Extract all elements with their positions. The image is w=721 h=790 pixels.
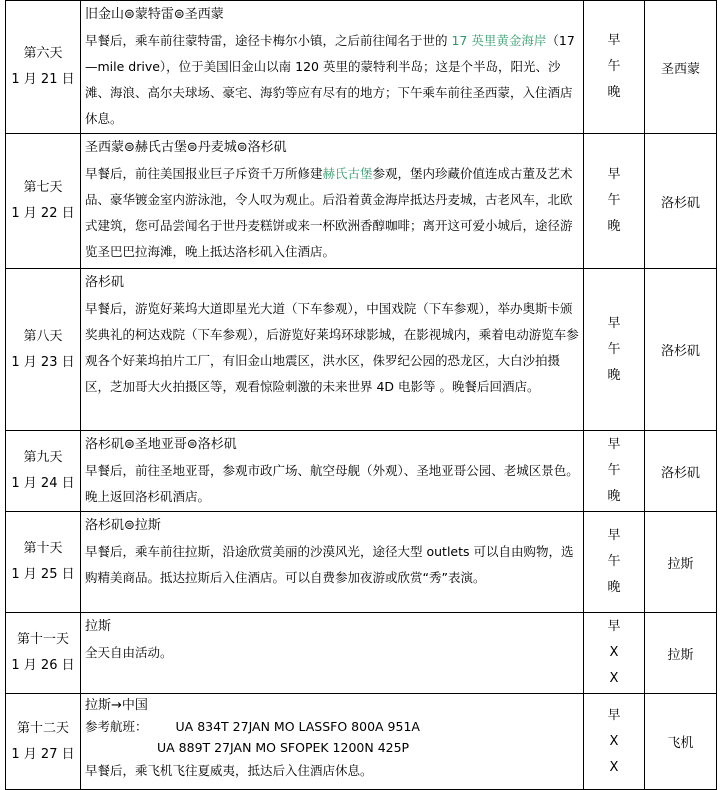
meal-dinner: 晚	[607, 489, 621, 504]
date-label: 1 月 22 日	[11, 206, 75, 221]
description-text: 早餐后，乘车前往蒙特雷，途径卡梅尔小镇，之后前往闻名于世的 17 英里黄金海岸（17—mile drive），位于美国旧金山以南 120 英里的蒙特利半岛；这是个半岛，阳光、沙滩、海浪、高尔夫球场、豪宅、海豹等应有尽有的地方；下午乘车前往圣西蒙，入住酒店休息。	[85, 33, 575, 126]
day-cell	[6, 431, 81, 512]
meal-dinner: 晚	[607, 219, 621, 234]
table-row	[6, 1, 717, 134]
description-cell	[81, 1, 584, 134]
date-label: 1 月 25 日	[11, 567, 75, 582]
hotel-cell: 洛杉矶	[645, 269, 717, 431]
day-cell	[6, 134, 81, 269]
itinerary-table	[5, 0, 717, 790]
meal-dinner: X	[609, 759, 619, 775]
meal-breakfast: 早	[607, 707, 621, 723]
table-row	[6, 512, 717, 613]
meal-lunch: 午	[607, 59, 621, 74]
meal-lunch: X	[609, 645, 619, 660]
route-title: 拉斯→中国	[85, 698, 148, 713]
meal-lunch: 午	[607, 463, 621, 478]
route-title: 拉斯	[85, 619, 112, 634]
day-label: 第十二天	[16, 720, 69, 736]
highlight-text: 赫氏古堡	[322, 166, 373, 181]
meal-dinner: 晚	[607, 85, 621, 100]
description-cell	[81, 431, 584, 512]
flight-number-2: UA 889T 27JAN MO SFOPEK 1200N 425P	[157, 740, 410, 755]
table-row	[6, 694, 717, 790]
route-title: 洛杉矶⊜拉斯	[85, 518, 161, 533]
date-label: 1 月 21 日	[11, 72, 75, 87]
day-cell	[6, 613, 81, 694]
description-cell	[81, 694, 584, 790]
hotel-cell: 拉斯	[645, 512, 717, 613]
date-label: 1 月 24 日	[11, 476, 75, 491]
description-cell	[81, 512, 584, 613]
flight-label: 参考航班：	[85, 719, 148, 734]
day-cell	[6, 1, 81, 134]
hotel-cell: 洛杉矶	[645, 134, 717, 269]
description-text: 早餐后，乘飞机飞往夏威夷，抵达后入住酒店休息。	[85, 763, 373, 778]
date-label: 1 月 27 日	[11, 746, 75, 762]
description-text: 全天自由活动。	[85, 645, 173, 660]
table-row	[6, 134, 717, 269]
highlight-text: 17 英里黄金海岸	[451, 33, 547, 48]
meal-lunch: X	[609, 733, 619, 749]
route-title: 旧金山⊜蒙特雷⊜圣西蒙	[85, 7, 224, 22]
description-cell	[81, 134, 584, 269]
meals-cell	[584, 134, 645, 269]
meal-dinner: 晚	[607, 367, 621, 383]
route-title: 洛杉矶	[85, 275, 125, 290]
day-label: 第八天	[23, 328, 63, 344]
table-row	[6, 431, 717, 512]
meals-cell	[584, 694, 645, 790]
meals-cell	[584, 613, 645, 694]
day-label: 第九天	[23, 450, 63, 465]
date-label: 1 月 26 日	[11, 658, 75, 673]
flight-line-1	[85, 716, 579, 737]
flight-number-1: UA 834T 27JAN MO LASSFO 800A 951A	[175, 719, 420, 734]
description-text: 早餐后，前往圣地亚哥，参观市政广场、航空母舰（外观）、圣地亚哥公园、老城区景色。晚上返回洛杉矶酒店。	[85, 463, 579, 504]
route-title: 洛杉矶⊜圣地亚哥⊜洛杉矶	[85, 437, 237, 452]
day-label: 第十天	[23, 541, 63, 556]
description-text: 早餐后，游览好莱坞大道即星光大道（下车参观），中国戏院（下车参观），举办奥斯卡颁奖典礼的柯达戏院（下车参观），后游览好莱坞环球影城，在影视城内，乘着电动游览车参观各个好莱坞拍片工厂，有旧金山地震区，洪水区，侏罗纪公园的恐龙区，大白沙拍摄区，芝加哥大火拍摄区等，观看惊险刺激的未来世界 4D 电影等 。晚餐后回酒店。	[85, 301, 579, 394]
route-title: 圣西蒙⊜赫氏古堡⊜丹麦城⊜洛杉矶	[85, 140, 287, 155]
meal-breakfast: 早	[607, 33, 621, 48]
description-cell	[81, 613, 584, 694]
day-label: 第七天	[23, 180, 63, 195]
meal-breakfast: 早	[607, 619, 621, 634]
day-label: 第六天	[23, 46, 63, 61]
meal-lunch: 午	[607, 554, 621, 569]
table-row	[6, 269, 717, 431]
hotel-cell: 圣西蒙	[645, 1, 717, 134]
meals-cell	[584, 269, 645, 431]
hotel-cell: 飞机	[645, 694, 717, 790]
meal-lunch: 午	[607, 193, 621, 208]
day-cell	[6, 512, 81, 613]
meal-breakfast: 早	[607, 437, 621, 452]
description-text: 早餐后，乘车前往拉斯，沿途欣赏美丽的沙漠风光，途径大型 outlets 可以自由购物，选购精美商品。抵达拉斯后入住酒店。可以自费参加夜游或欣赏“秀”表演。	[85, 544, 574, 585]
day-label: 第十一天	[16, 632, 69, 647]
hotel-cell: 拉斯	[645, 613, 717, 694]
meal-lunch: 午	[607, 341, 621, 357]
day-cell	[6, 694, 81, 790]
meals-cell	[584, 1, 645, 134]
description-text: 早餐后，前往美国报业巨子斥资千万所修建赫氏古堡参观，堡内珍藏价值连成古董及艺术品、豪华镀金室内游泳池，令人叹为观止。后沿着黄金海岸抵达丹麦城，古老风车，北欧式建筑，您可品尝闻名于世丹麦糕饼或来一杯欧洲香醇咖啡；离开这可爱小城后，途径游览圣巴巴拉海滩，晚上抵达洛杉矶入住酒店。	[85, 166, 573, 259]
description-cell	[81, 269, 584, 431]
day-cell	[6, 269, 81, 431]
meal-dinner: X	[609, 671, 619, 686]
hotel-cell: 洛杉矶	[645, 431, 717, 512]
meal-breakfast: 早	[607, 167, 621, 182]
meal-dinner: 晚	[607, 580, 621, 595]
meal-breakfast: 早	[607, 528, 621, 543]
date-label: 1 月 23 日	[11, 354, 75, 370]
meals-cell	[584, 512, 645, 613]
table-row	[6, 613, 717, 694]
meal-breakfast: 早	[607, 315, 621, 331]
meals-cell	[584, 431, 645, 512]
